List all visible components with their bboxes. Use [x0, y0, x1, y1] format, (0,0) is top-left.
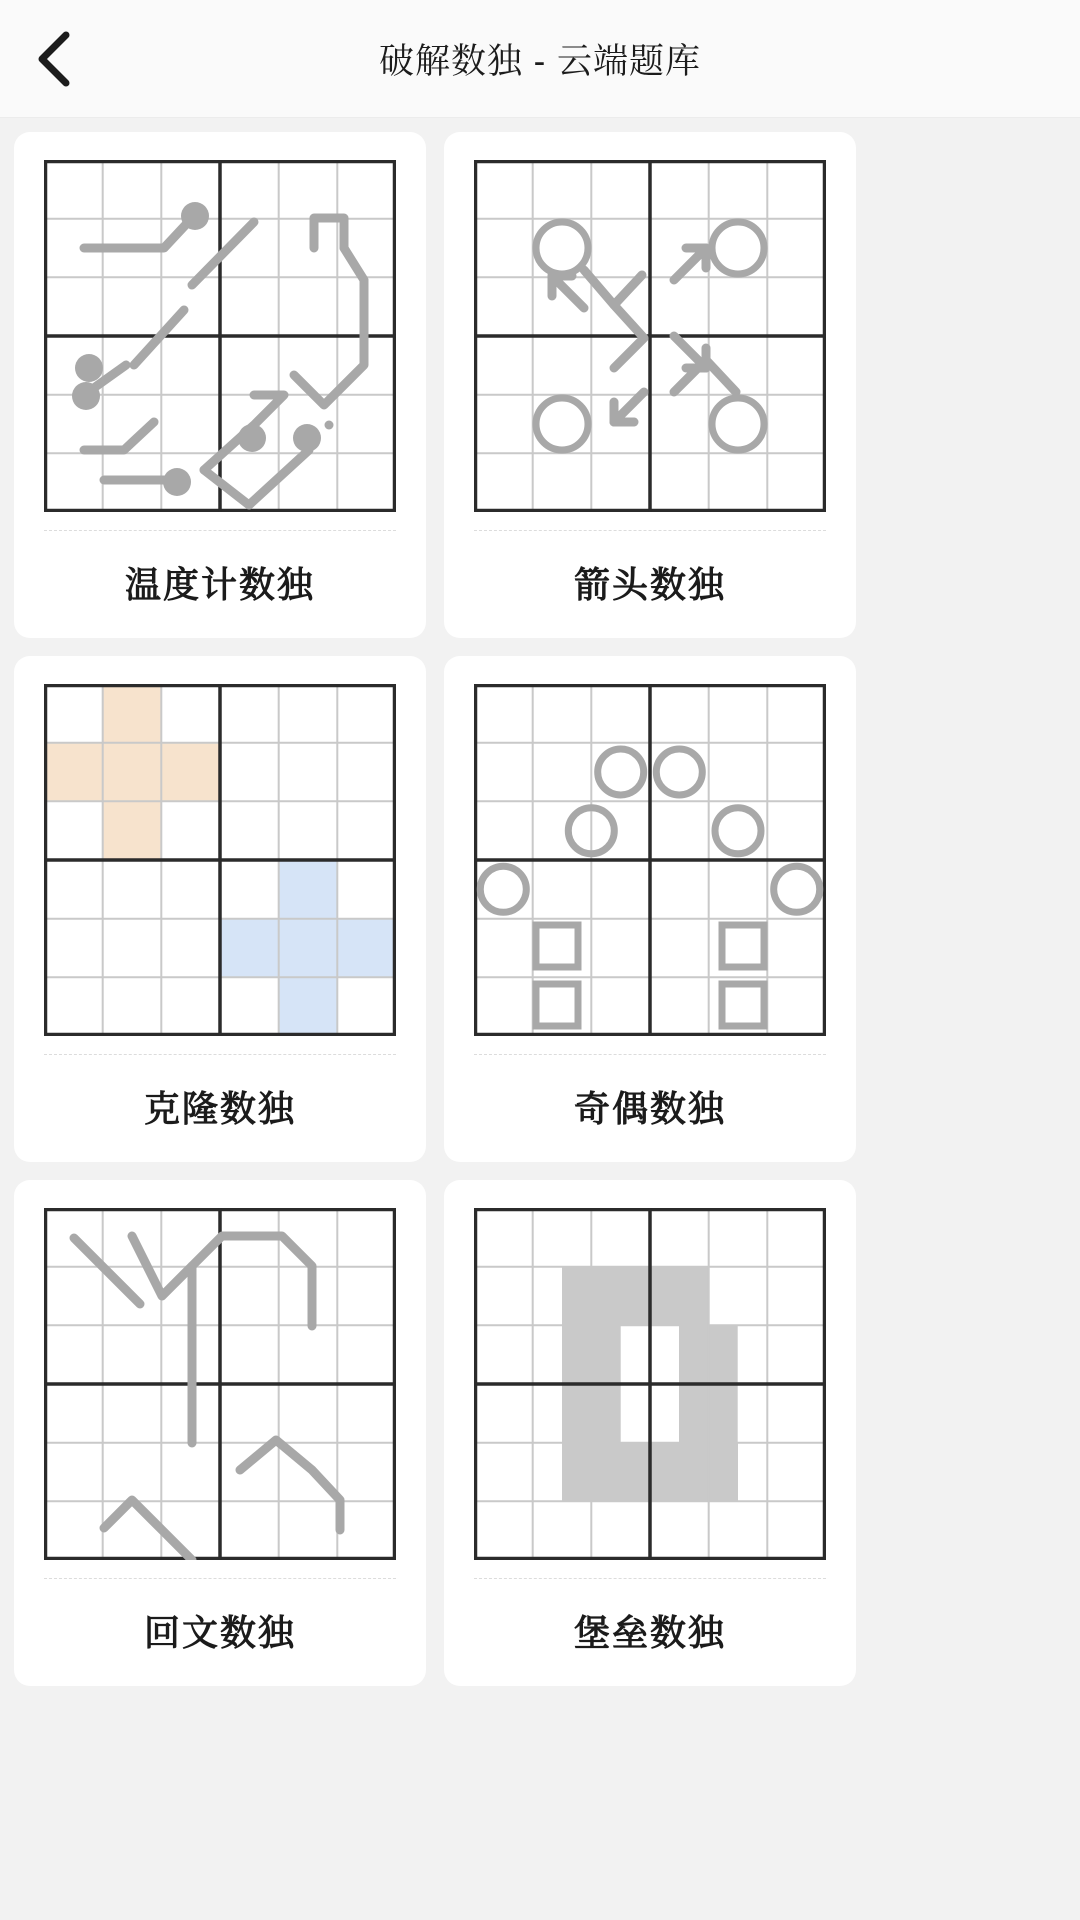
puzzle-card-thermo[interactable] — [14, 132, 426, 638]
card-label-clone: 克隆数独 — [143, 1088, 296, 1129]
card-label-fortress: 堡垒数独 — [573, 1612, 726, 1653]
chevron-left-icon — [34, 29, 78, 89]
card-label-palindrome: 回文数独 — [143, 1612, 296, 1653]
puzzle-card-fortress[interactable] — [444, 1180, 856, 1686]
puzzle-card-arrow[interactable] — [444, 132, 856, 638]
puzzle-type-grid — [0, 118, 1080, 1686]
card-label-oddeven: 奇偶数独 — [573, 1088, 726, 1129]
back-button[interactable] — [18, 21, 94, 97]
app-header — [0, 0, 1080, 118]
thumb-thermometer — [44, 160, 396, 512]
thumb-fortress — [474, 1208, 826, 1560]
thumb-palindrome — [44, 1208, 396, 1560]
puzzle-card-oddeven[interactable] — [444, 656, 856, 1162]
card-label-thermo: 温度计数独 — [124, 564, 315, 605]
puzzle-card-clone[interactable] — [14, 656, 426, 1162]
thumb-clone — [44, 684, 396, 1036]
page-title: 破解数独 - 云端题库 — [378, 41, 702, 81]
thumb-arrow — [474, 160, 826, 512]
puzzle-card-palindrome[interactable] — [14, 1180, 426, 1686]
card-label-arrow: 箭头数独 — [573, 564, 726, 605]
thumb-oddeven — [474, 684, 826, 1036]
